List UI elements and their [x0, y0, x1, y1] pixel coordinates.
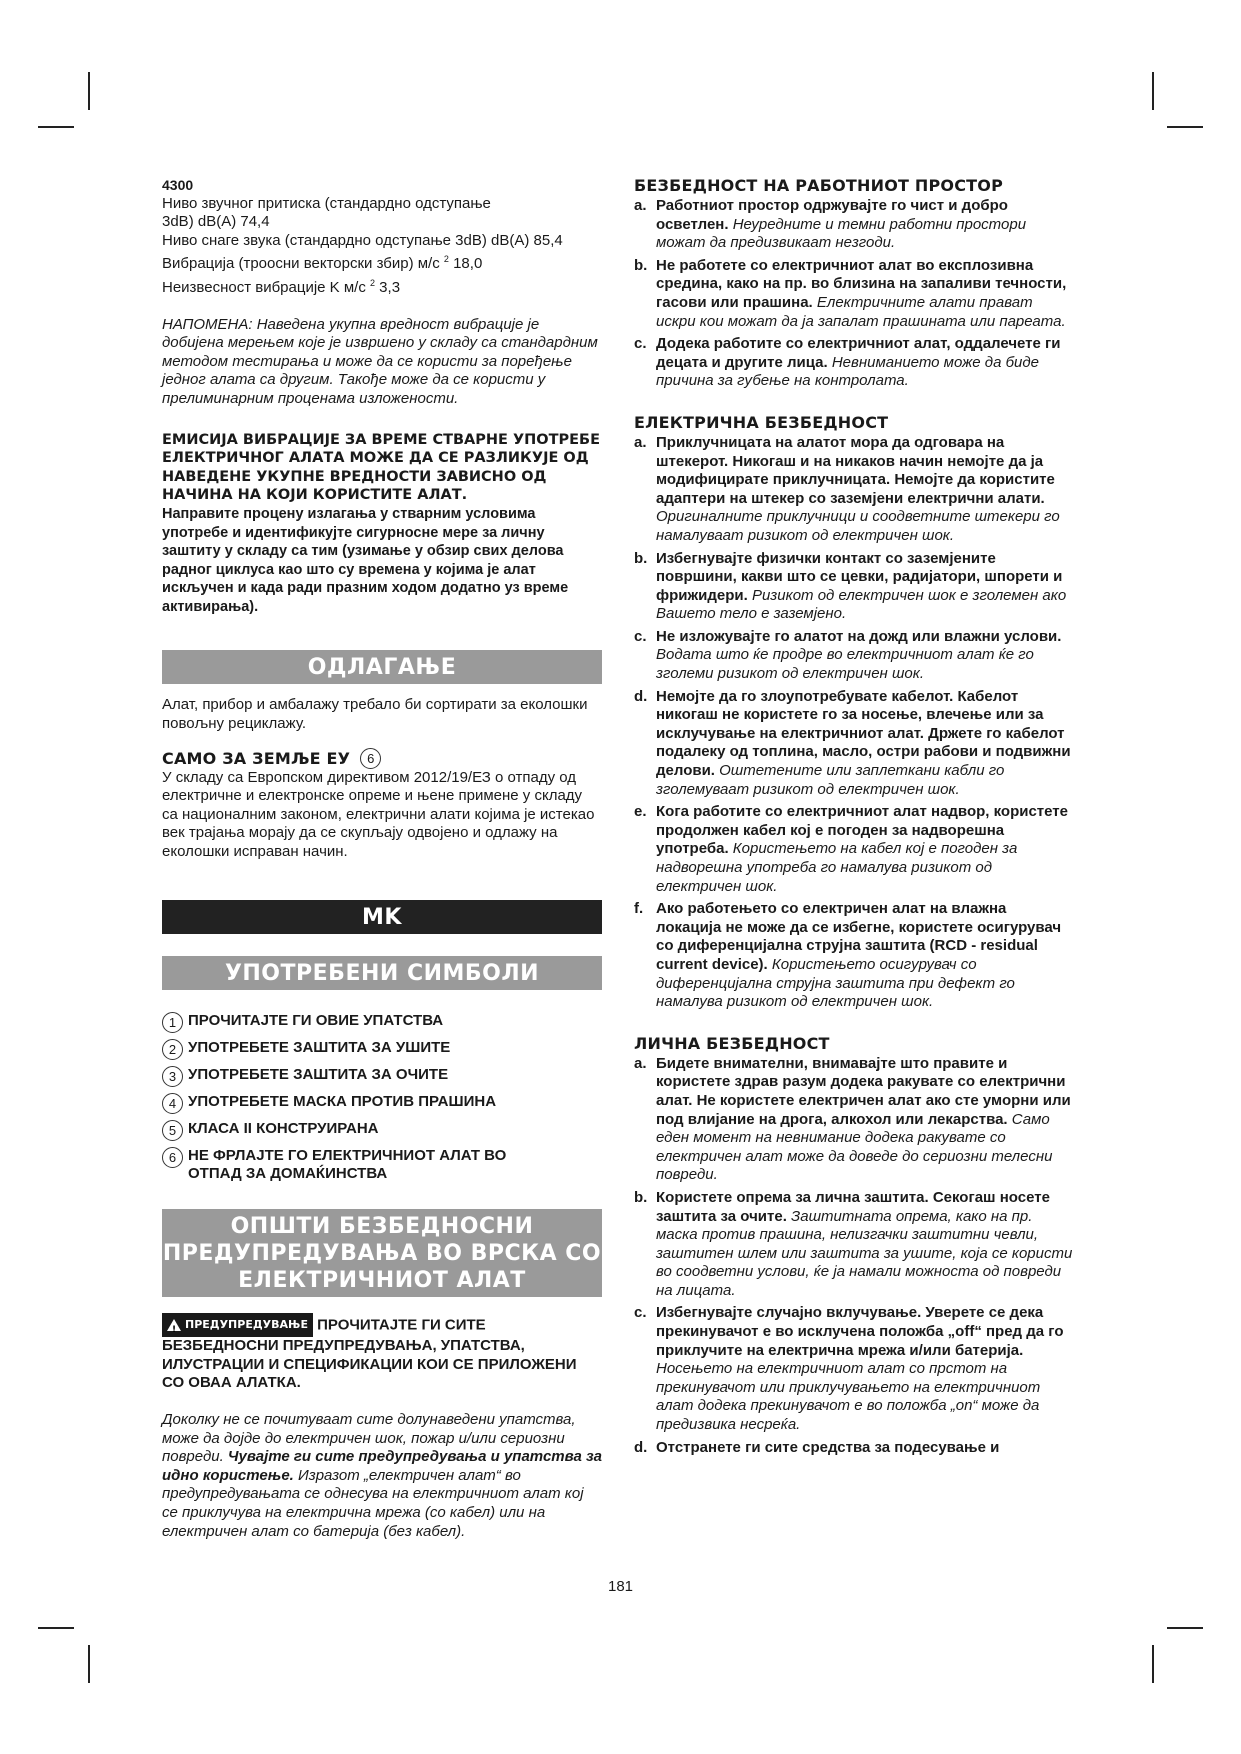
spec-value: 3,3 — [375, 278, 401, 296]
list-item — [634, 197, 1074, 253]
item-text — [656, 434, 1074, 546]
item-text — [656, 550, 1074, 624]
vibration-heading: ЕМИСИЈА ВИБРАЦИЈЕ ЗА ВРЕМЕ СТВАРНЕ УПОТРЕБЕ ЕЛЕКТРИЧНОГ АЛАТА МОЖЕ ДА СЕ РАЗЛИКУЈЕ ОД НАВЕДЕНЕ УКУПНЕ ВРЕДНОСТИ ЗАВИСНО ОД НАЧИНА НА КОЈИ КОРИСТИТЕ АЛАТ. — [162, 431, 601, 504]
intro-emphasis: Чувајте ги сите предупредувања и упатства за идно користење. — [162, 1448, 602, 1484]
item-letter: c. — [634, 1304, 647, 1322]
list-item — [634, 1055, 1074, 1185]
warning-badge — [162, 1313, 313, 1338]
item-letter: c. — [634, 627, 647, 645]
crop-mark — [1167, 1627, 1203, 1629]
list-item — [634, 803, 1074, 896]
item-bold: Работниот простор одржувајте го чист и добро осветлен. — [656, 197, 1008, 233]
electrical-heading: ЕЛЕКТРИЧНА БЕЗБЕДНОСТ — [634, 412, 889, 432]
warning-text: ПРОЧИТАЈТЕ ГИ СИТЕ БЕЗБЕДНОСНИ ПРЕДУПРЕДУВАЊА, УПАТСТВА, ИЛУСТРАЦИИ И СПЕЦИФИКАЦИИ КОИ СЕ ПРИЛОЖЕНИ СО ОВАА АЛАТКА. — [162, 1315, 577, 1392]
symbol-label: ПРОЧИТАЈТЕ ГИ ОВИЕ УПАТСТВА — [188, 1011, 444, 1029]
item-text — [656, 1055, 1074, 1185]
item-italic: Електричните алати прават искри кои можат да ја запалат прашината или пареата. — [656, 293, 1066, 330]
symbol-label: УПОТРЕБЕТЕ ЗАШТИТА ЗА УШИТЕ — [188, 1038, 451, 1056]
item-text — [656, 335, 1074, 391]
spec-line: 3dB) dB(A) 74,4 — [162, 213, 270, 231]
symbols-banner: УПОТРЕБЕНИ СИМБОЛИ — [162, 956, 602, 990]
item-italic: Носењето на електричниот алат со прстот на прекинувачот или приклучувањето на електричниот алат додека прекинувачот е во положба „on“ може да предизвика несреќа. — [656, 1360, 1041, 1434]
bin-symbol-icon: 6 — [360, 748, 381, 769]
crop-mark — [38, 126, 74, 128]
general-intro — [162, 1411, 602, 1541]
symbol-item — [162, 1147, 602, 1183]
warning-block — [162, 1313, 602, 1393]
item-bold: Избегнувајте случајно вклучување. Уверете се дека прекинувачот е во исклучена положба „off“ пред да го приклучите на електрична мрежа и/или батерија. — [656, 1304, 1064, 1359]
spec-line: Ниво снаге звука (стандардно одступање 3dB) dB(A) 85,4 — [162, 231, 563, 249]
warning-badge-label: ПРЕДУПРЕДУВАЊЕ — [185, 1317, 308, 1331]
eu-text: У складу са Европском директивом 2012/19/ЕЗ о отпаду од електричне и електронске опреме и њене примене у складу са националним законом, електрични алати којима је истекао век трајања морају да се скупљају одвојено и одлажу на еколошки исправан начин. — [162, 768, 595, 861]
general-safety-banner — [162, 1209, 602, 1297]
item-text — [656, 803, 1074, 896]
spec-line: Ниво звучног притиска (стандардно одступање — [162, 194, 491, 212]
list-item — [634, 1189, 1074, 1301]
symbol-label: УПОТРЕБЕТЕ ЗАШТИТА ЗА ОЧИТЕ — [188, 1065, 449, 1083]
item-bold: Избегнувајте физички контакт со заземјените површини, какви што се цевки, радијатори, шпорети и фрижидери. — [656, 549, 1063, 604]
item-bold: Немојте да го злоупотребувате кабелот. Кабелот никогаш не користете го за носење, влечење или за исклучување на електричниот алат. Држете го кабелот подалеку од топлина, масло, остри рабови и подвижни делови. — [656, 687, 1071, 780]
item-text — [656, 257, 1074, 331]
list-item — [634, 628, 1074, 684]
spec-value: 18,0 — [448, 255, 483, 273]
item-letter: b. — [634, 256, 648, 274]
symbol-item — [162, 1093, 602, 1114]
spec-line — [162, 274, 602, 298]
item-text — [656, 1439, 1074, 1458]
symbol-item — [162, 1120, 602, 1141]
work-area-heading: БЕЗБЕДНОСТ НА РАБОТНИОТ ПРОСТОР — [634, 176, 1004, 195]
crop-mark — [1167, 126, 1203, 128]
item-bold: Ако работењето со електричен алат на влажна локација не може да се избегне, користете осигурувач со диференцијална струјна заштита (RCD - residual current device). — [656, 900, 1062, 973]
symbol-item — [162, 1012, 602, 1033]
symbol-number-icon: 3 — [162, 1066, 183, 1087]
intro-text: Доколку не се почитуваат сите долунаведени упатства, може да дојде до електричен шок, пожар и/или сериозни повреди. — [162, 1411, 576, 1466]
electrical-list — [634, 434, 1074, 1012]
symbol-item — [162, 1039, 602, 1060]
crop-mark — [1152, 72, 1154, 110]
vibration-body: Направите процену излагања у стварним условима употребе и идентификујте сигурносне мере за личну заштиту у складу са тим (узимање у обзир свих делова радног циклуса као што су времена у којима је алат искључен и када ради празним ходом додатно уз време активирања). — [162, 505, 569, 615]
spec-superscript: 2 — [370, 277, 376, 288]
language-banner: MK — [162, 900, 602, 934]
item-letter: e. — [634, 803, 647, 821]
list-item — [634, 900, 1074, 1012]
eu-heading: САМО ЗА ЗЕМЉЕ ЕУ — [162, 748, 351, 768]
spec-superscript: 2 — [443, 254, 449, 265]
model-number: 4300 — [162, 177, 194, 193]
item-text — [656, 197, 1074, 253]
personal-heading: ЛИЧНА БЕЗБЕДНОСТ — [634, 1033, 830, 1053]
item-bold: Бидете внимателни, внимавајте што правите и користете здрав разум додека ракувате со електрични алат. Не користете електричен алат ако сте уморни или под влијание на дрога, алкохол или лекарства. — [656, 1054, 1071, 1128]
item-italic: Само еден момент на невнимание додека ракувате со електричен алат може да доведе до сериозни телесни повреди. — [656, 1110, 1053, 1184]
list-item — [634, 434, 1074, 546]
spec-text: Неизвесност вибрације K м/с — [162, 278, 366, 296]
item-text — [656, 628, 1074, 684]
right-column — [634, 176, 1074, 1457]
crop-mark — [88, 72, 90, 110]
symbol-label: НЕ ФРЛАЈТЕ ГО ЕЛЕКТРИЧНИОТ АЛАТ ВО ОТПАД ЗА ДОМАЌИНСТВА — [188, 1146, 507, 1182]
item-letter: b. — [634, 549, 648, 567]
spec-line — [162, 250, 602, 274]
symbol-number-icon: 1 — [162, 1012, 183, 1033]
item-letter: a. — [634, 433, 647, 451]
specs-block — [162, 176, 602, 298]
item-italic: Водата што ќе продре во електричниот алат ќе го зголеми ризикот од електричен шок. — [656, 646, 1034, 683]
item-letter: f. — [634, 900, 644, 918]
item-letter: d. — [634, 687, 648, 705]
note-text: НАПОМЕНА: Наведена укупна вредност вибрације је добијена мерењем које је извршено у складу са стандардним методом тестирања и може да се користи за поређење једног алата са другим. Такође може да се користи у прелиминарним проценама изложености. — [162, 315, 598, 407]
symbol-number-icon: 2 — [162, 1039, 183, 1060]
item-italic: Заштитната опрема, како на пр. маска против прашина, нелизгачки заштитни чевли, заштитен шлем или заштита за ушите, која се користи во соодветни услови, ќе ја намали можноста од повреди на лицата. — [656, 1207, 1073, 1299]
crop-mark — [88, 1645, 90, 1683]
crop-mark — [38, 1627, 74, 1629]
item-letter: c. — [634, 335, 647, 353]
eu-heading-row — [162, 748, 602, 769]
item-italic: Оштетените или заплеткани кабли го зголемуваат ризикот од електричен шок. — [656, 762, 1005, 798]
item-bold: Користете опрема за лична заштита. Секогаш носете заштита за очите. — [656, 1188, 1050, 1225]
item-text — [656, 900, 1074, 1012]
work-area-list — [634, 197, 1074, 391]
item-italic: Неуредните и темни работни простори можат да предизвикаат незгоди. — [656, 215, 1027, 252]
banner-line: ОПШТИ БЕЗБЕДНОСНИ — [230, 1213, 534, 1239]
item-italic: Оригиналните приклучници и соодветните штекери го намалуваат ризикот од електричен шок. — [656, 508, 1060, 544]
item-italic: Користењето на кабел кој е погоден за надворешна употреба го намалува ризикот од електричен шок. — [656, 840, 1018, 895]
item-bold: Не изложувајте го алатот на дожд или влажни услови. — [656, 627, 1062, 645]
list-item — [634, 1439, 1074, 1458]
item-text — [656, 688, 1074, 800]
item-bold: Додека работите со електричниот алат, оддалечете ги децата и другите лица. — [656, 335, 1061, 371]
symbols-list — [162, 1012, 602, 1183]
item-bold: Не работете со електричниот алат во експлозивна средина, како на пр. во близина на запаливи течности, гасови или прашина. — [656, 256, 1067, 311]
item-italic: Ризикот од електричен шок е зголемен ако Вашето тело е заземјено. — [656, 586, 1067, 623]
symbol-item — [162, 1066, 602, 1087]
item-bold: Отстранете ги сите средства за подесување и — [656, 1438, 1000, 1456]
list-item — [634, 335, 1074, 391]
item-text — [656, 1189, 1074, 1301]
item-letter: b. — [634, 1188, 648, 1206]
banner-line: ПРЕДУПРЕДУВАЊА ВО ВРСКА СО — [162, 1240, 602, 1266]
intro-text: Изразот „електричен алат“ во предупредувањата се однесува на електричниот алат кој се приклучува на електрична мрежа (со кабел) или на електричен алат со батерија (без кабел). — [162, 1466, 584, 1540]
list-item — [634, 688, 1074, 800]
item-italic: Користењето осигурувач со диференцијална струјна заштита при дефект го намалува ризикот од електричен шок. — [656, 955, 1015, 1011]
item-text — [656, 1304, 1074, 1434]
item-letter: a. — [634, 1054, 647, 1072]
symbol-number-icon: 5 — [162, 1120, 183, 1141]
disposal-text: Алат, прибор и амбалажу требало би сортирати за еколошки повољну рециклажу. — [162, 696, 588, 733]
item-bold: Приклучницата на алатот мора да одговара на штекерот. Никогаш и на никаков начин немојте да ја модифицирате приклучницата. Немојте да користите адаптери на штекер со заземјени електрични алати. — [656, 433, 1055, 507]
symbol-label: КЛАСА II КОНСТРУИРАНА — [188, 1119, 379, 1137]
item-italic: Невниманието може да биде причина за губење на контролата. — [656, 353, 1040, 390]
symbol-number-icon: 6 — [162, 1147, 183, 1168]
banner-line: ЕЛЕКТРИЧНИОТ АЛАТ — [238, 1267, 526, 1293]
disposal-banner: ОДЛАГАЊЕ — [162, 650, 602, 684]
warning-triangle-icon: ! — [167, 1319, 181, 1331]
spec-text: Вибрација (троосни векторски збир) м/с — [162, 255, 440, 273]
page-number: 181 — [607, 1578, 634, 1595]
personal-list — [634, 1055, 1074, 1457]
symbol-number-icon: 4 — [162, 1093, 183, 1114]
item-letter: a. — [634, 197, 647, 214]
left-column — [162, 176, 602, 1541]
list-item — [634, 257, 1074, 331]
crop-mark — [1152, 1645, 1154, 1683]
item-letter: d. — [634, 1438, 648, 1456]
symbol-label: УПОТРЕБЕТЕ МАСКА ПРОТИВ ПРАШИНА — [188, 1092, 497, 1110]
list-item — [634, 1304, 1074, 1434]
item-bold: Кога работите со електричниот алат надвор, користете продолжен кабел кој е погоден за надворешна употреба. — [656, 803, 1068, 858]
list-item — [634, 550, 1074, 624]
